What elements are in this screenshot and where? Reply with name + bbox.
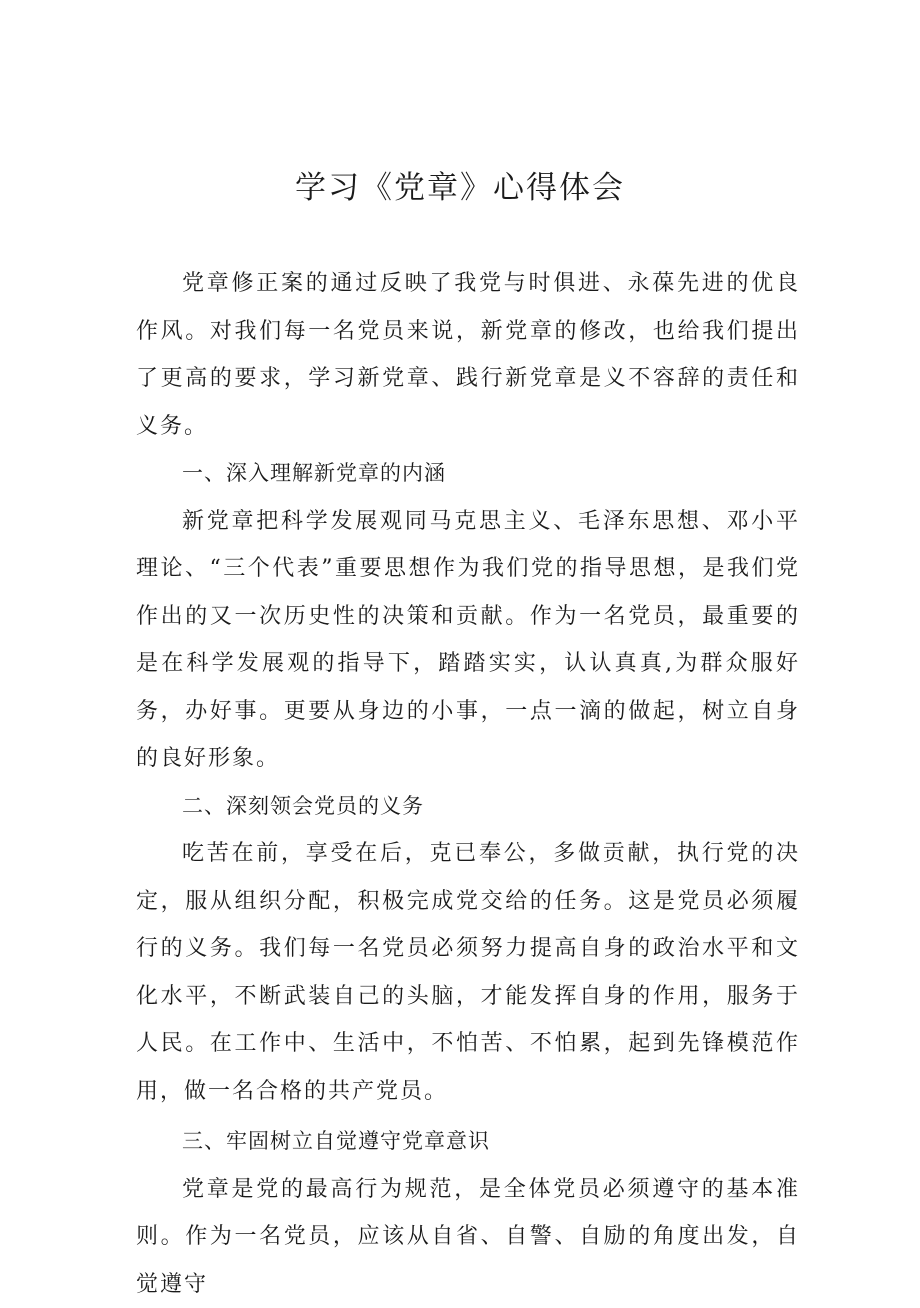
section-heading-3: 三、牢固树立自觉遵守党章意识 [136, 1118, 800, 1166]
section-body-2: 吃苦在前，享受在后，克已奉公，多做贡献，执行党的决定，服从组织分配，积极完成党交给的任务。这是党员必须履行的义务。我们每一名党员必须努力提高自身的政治水平和文化水平，不断武装自己的头脑，才能发挥自身的作用，服务于人民。在工作中、生活中，不怕苦、不怕累，起到先锋模范作用，做一名合格的共产党员。 [136, 830, 800, 1115]
section-heading-2: 二、深刻领会党员的义务 [136, 783, 800, 831]
document-body [136, 260, 800, 1308]
section-body-1: 新党章把科学发展观同马克思主义、毛泽东思想、邓小平理论、“三个代表”重要思想作为我们党的指导思想，是我们党作出的又一次历史性的决策和贡献。作为一名党员，最重要的是在科学发展观的指导下，踏踏实实，认认真真,为群众服好务，办好事。更要从身边的小事，一点一滴的做起，树立自身的良好形象。 [136, 498, 800, 783]
document-title: 学习《党章》心得体会 [0, 162, 920, 207]
section-heading-1: 一、深入理解新党章的内涵 [136, 450, 800, 498]
intro-paragraph: 党章修正案的通过反映了我党与时俱进、永葆先进的优良作风。对我们每一名党员来说，新党章的修改，也给我们提出了更高的要求，学习新党章、践行新党章是义不容辞的责任和义务。 [136, 260, 800, 450]
section-body-3: 党章是党的最高行为规范，是全体党员必须遵守的基本准则。作为一名党员，应该从自省、自警、自励的角度出发，自觉遵守 [136, 1166, 800, 1308]
